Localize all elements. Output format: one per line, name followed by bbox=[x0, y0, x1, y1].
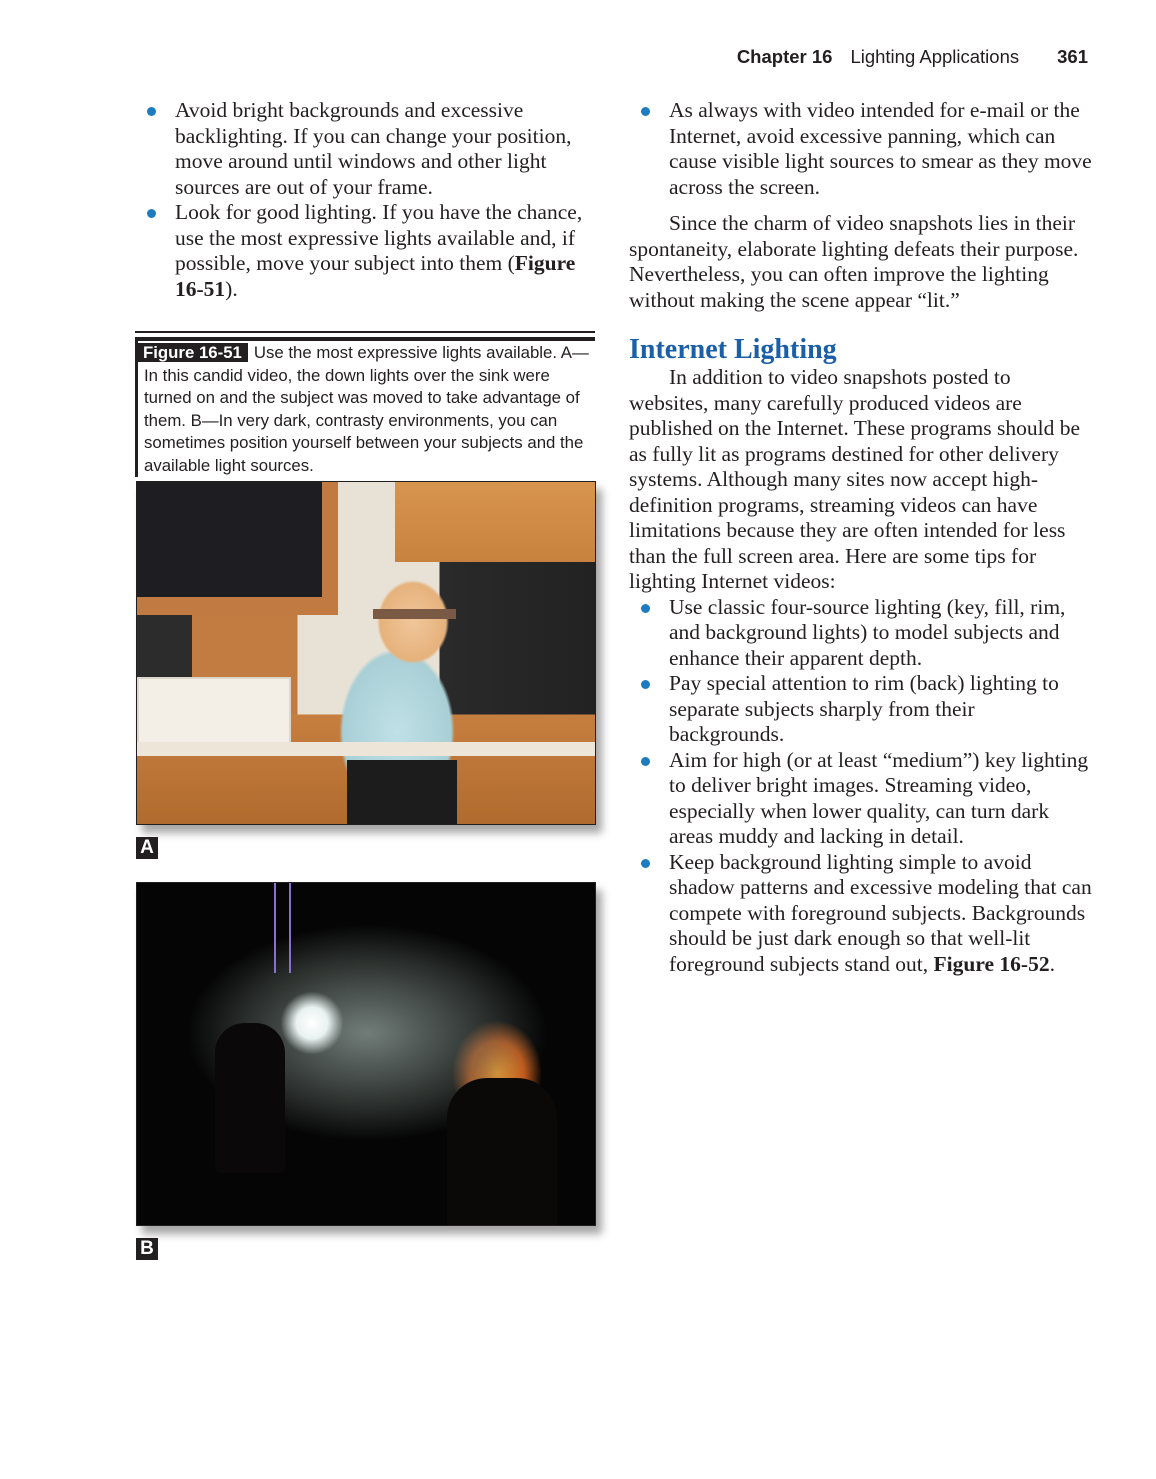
figure-photo-a bbox=[136, 481, 596, 825]
bullet-icon bbox=[147, 107, 156, 116]
figure-reference: Figure 16-51 bbox=[175, 251, 576, 301]
figure-reference: Figure 16-52 bbox=[933, 951, 1050, 976]
panel-label-a: A bbox=[136, 837, 158, 859]
body-paragraph: In addition to video snapshots posted to websites, many carefully produced videos are published on the Internet. These programs should be as fully lit as programs destined for other delivery systems. Although many sites now accept high-definition programs, streaming videos can have limitations because they are often intended for less than the full screen area. Here are some tips for lighting Internet videos: bbox=[629, 365, 1081, 593]
left-column bbox=[135, 98, 600, 302]
bullet-list bbox=[135, 98, 600, 302]
body-paragraph: Since the charm of video snapshots lies in their spontaneity, elaborate lighting defeats their purpose. Nevertheless, you can often improve the lighting without making the scene appear “lit.” bbox=[629, 211, 1079, 312]
list-item: Look for good lighting. If you have the chance, use the most expressive lights available and, if possible, move your subject into them (Figure 16-51). bbox=[135, 200, 600, 302]
list-item: Use classic four-source lighting (key, fill, rim, and background lights) to model subjects and enhance their apparent depth. bbox=[629, 595, 1094, 672]
photo-shirt-stripe bbox=[373, 609, 456, 619]
bullet-icon bbox=[641, 680, 650, 689]
photo-light-beam bbox=[274, 883, 276, 973]
list-item: Aim for high (or at least “medium”) key lighting to deliver bright images. Streaming video, especially when lower quality, can turn dark areas muddy and lacking in detail. bbox=[629, 748, 1094, 850]
chapter-number: Chapter 16 bbox=[736, 46, 833, 67]
bullet-list bbox=[629, 98, 1094, 200]
right-column bbox=[629, 98, 1094, 977]
photo-window bbox=[137, 482, 338, 615]
chapter-title: Lighting Applications bbox=[850, 46, 1020, 67]
bullet-icon bbox=[641, 604, 650, 613]
list-item: Avoid bright backgrounds and excessive backlighting. If you can change your position, move around until windows and other light sources are out of your frame. bbox=[135, 98, 600, 200]
bullet-list bbox=[629, 595, 1094, 978]
list-item: Pay special attention to rim (back) lighting to separate subjects sharply from their backgrounds. bbox=[629, 671, 1094, 748]
bullet-icon bbox=[147, 209, 156, 218]
figure-caption-text: Use the most expressive lights available. A—In this candid video, the down lights over the sink were turned on and the subject was moved to take advantage of them. B—In very dark, contrasty environments, you can sometimes position yourself between your subjects and the available light sources. bbox=[144, 343, 589, 475]
bullet-icon bbox=[641, 859, 650, 868]
figure-divider bbox=[135, 331, 595, 333]
section-heading: Internet Lighting bbox=[629, 334, 837, 365]
running-head bbox=[700, 46, 1088, 72]
list-item: Keep background lighting simple to avoid shadow patterns and excessive modeling that can compete with foreground subjects. Backgrounds should be just dark enough so that well-lit foreground subjects stand out, Figure 16-52. bbox=[629, 850, 1094, 978]
panel-label-b: B bbox=[136, 1238, 158, 1260]
list-item: As always with video intended for e-mail or the Internet, avoid excessive panning, which can cause visible light sources to smear as they move across the screen. bbox=[629, 98, 1094, 200]
page-number: 361 bbox=[1057, 46, 1088, 67]
photo-light-beam bbox=[289, 883, 291, 973]
bullet-icon bbox=[641, 757, 650, 766]
photo-silhouette bbox=[215, 1023, 285, 1173]
photo-counter bbox=[137, 742, 595, 756]
figure-label: Figure 16-51 bbox=[138, 343, 248, 362]
figure-caption bbox=[135, 341, 595, 477]
photo-pants bbox=[347, 760, 457, 824]
photo-sink bbox=[137, 677, 291, 751]
photo-silhouette bbox=[447, 1078, 557, 1226]
bullet-icon bbox=[641, 107, 650, 116]
photo-cabinet bbox=[395, 482, 595, 562]
figure-photo-b bbox=[136, 882, 596, 1226]
